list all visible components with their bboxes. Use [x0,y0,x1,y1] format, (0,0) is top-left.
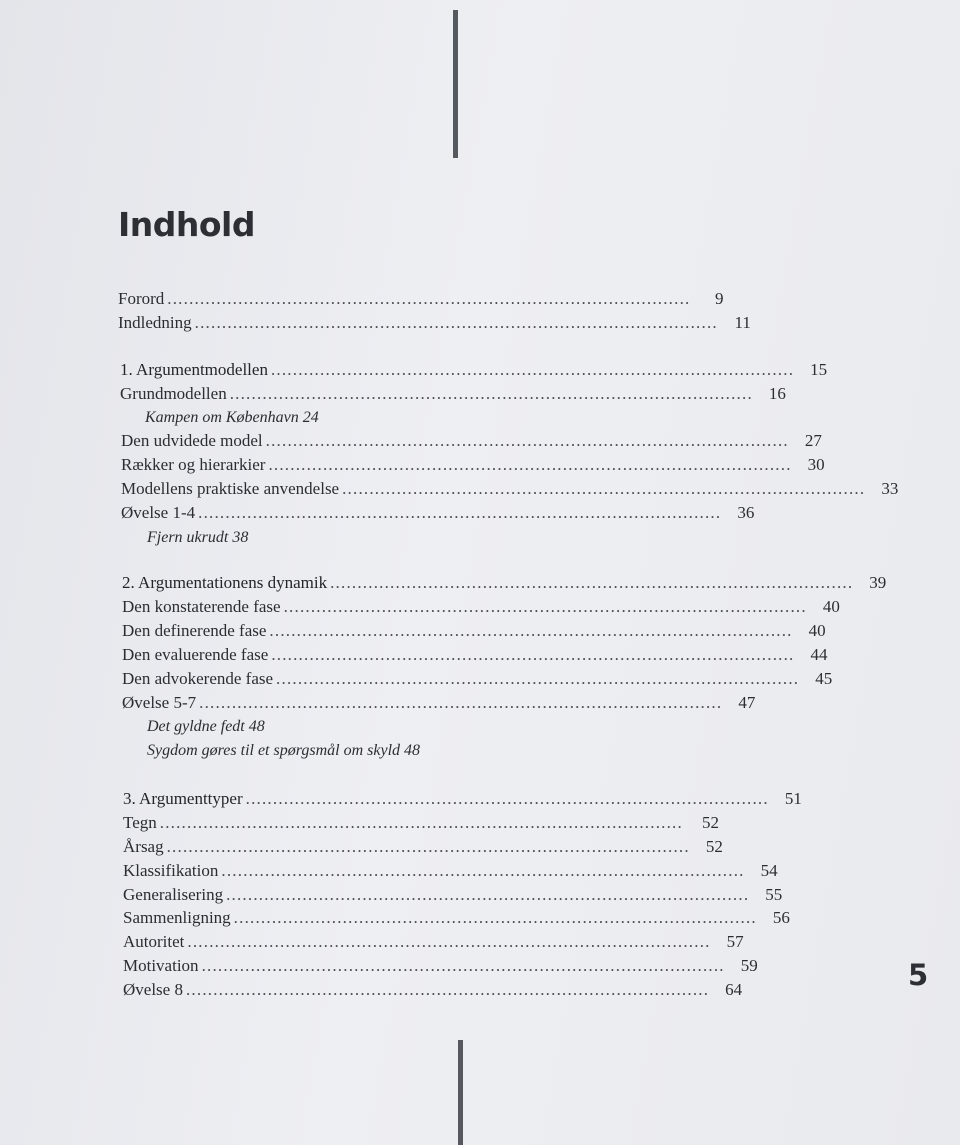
dot-leader: ................................................................................................ [330,573,854,592]
toc-entry[interactable] [122,597,840,617]
dot-leader: ................................................................................................ [167,289,691,308]
toc-entry-page: 16 [768,384,786,403]
toc-entry-page: 45 [815,669,833,688]
toc-subentry[interactable] [145,408,319,428]
toc-subentry-page: 48 [404,742,421,759]
toc-entry-label: Indledning [118,313,192,332]
toc-entry-page: 52 [705,837,723,856]
toc-entry-page: 15 [810,360,828,379]
dot-leader: ................................................................................................ [276,669,800,688]
toc-subentry-title: Sygdom gøres til et spørgsmål om skyld [147,742,401,759]
toc-entry-page: 47 [738,693,756,712]
toc-entry-page: 57 [726,932,744,951]
dot-leader: ................................................................................................ [166,837,690,856]
toc-entry[interactable] [120,384,786,404]
dot-leader: ................................................................................................ [187,932,711,951]
dot-leader: ................................................................................................ [233,908,757,927]
toc-subentry[interactable] [147,717,265,737]
dot-leader: ................................................................................................ [268,455,792,474]
toc-subentry-page: 24 [302,409,319,426]
toc-chapter[interactable] [122,573,887,593]
toc-entry-label: Generalisering [123,885,224,904]
toc-entry-page: 51 [784,789,802,808]
toc-entry-label: Øvelse 5-7 [122,693,197,712]
dot-leader: ................................................................................................ [226,885,750,904]
toc-entry-page: 44 [810,645,828,664]
toc-entry-label: Klassifikation [123,861,219,880]
dot-leader: ................................................................................................ [269,621,793,640]
dot-leader: ................................................................................................ [229,384,753,403]
toc-entry[interactable] [121,479,899,499]
dot-leader: ................................................................................................ [283,597,807,616]
toc-entry[interactable] [123,861,778,881]
toc-subentry-title: Det gyldne fedt [147,718,245,735]
toc-entry-page: 54 [760,861,778,880]
toc-entry-page: 36 [737,503,755,522]
toc-entry-page: 39 [869,573,887,592]
toc-chapter[interactable] [123,789,802,809]
toc-entry-label: 3. Argumenttyper [123,789,243,808]
toc-entry-label: Sammenligning [123,908,231,927]
toc-entry[interactable] [123,932,744,952]
dot-leader: ................................................................................................ [185,980,710,999]
dot-leader: ................................................................................................ [159,813,683,832]
toc-entry-label: Motivation [123,956,199,975]
toc-entry[interactable] [123,813,719,833]
toc-chapter[interactable] [120,360,828,380]
dot-leader: ................................................................................................ [221,861,745,880]
toc-entry-label: Tegn [123,813,157,832]
toc-subentry[interactable] [147,528,248,548]
dot-leader: ................................................................................................ [201,956,725,975]
toc-entry-page: 33 [881,479,899,498]
toc-subentry-page: 38 [232,529,249,546]
toc-entry-page: 59 [740,956,758,975]
toc-entry[interactable] [123,908,790,928]
toc-entry-page: 30 [807,455,825,474]
dot-leader: ................................................................................................ [270,360,795,379]
toc-entry-label: Øvelse 8 [123,980,183,999]
toc-entry[interactable] [121,431,822,451]
dot-leader: ................................................................................................ [265,431,789,450]
toc-entry[interactable] [122,693,756,713]
toc-entry[interactable] [122,669,833,689]
toc-entry-page: 52 [702,813,719,832]
toc-entry[interactable] [122,645,828,665]
toc-entry[interactable] [123,837,723,857]
toc-entry-label: Øvelse 1-4 [121,503,196,522]
toc-entry-page: 40 [808,621,826,640]
dot-leader: ................................................................................................ [194,313,718,332]
toc-entry-page: 40 [822,597,840,616]
toc-entry[interactable] [122,621,826,641]
toc-subentry[interactable] [147,741,420,761]
toc-entry-page: 9 [714,289,724,308]
toc-subentry-page: 48 [248,718,265,735]
toc-entry-label: Autoritet [123,932,185,951]
dot-leader: ................................................................................................ [198,503,722,522]
dot-leader: ................................................................................................ [245,789,769,808]
toc-entry-page: 11 [734,313,751,332]
toc-entry-label: Den evaluerende fase [122,645,269,664]
toc-entry[interactable] [123,980,743,1000]
page-title: Indhold [118,205,255,244]
dot-leader: ................................................................................................ [271,645,795,664]
toc-entry-label: Den advokerende fase [122,669,274,688]
toc-entry-page: 27 [804,431,822,450]
toc-entry[interactable] [123,885,783,905]
toc-subentry-title: Fjern ukrudt [147,529,229,546]
toc-entry[interactable] [118,313,751,333]
toc-entry-label: 1. Argumentmodellen [120,360,268,379]
toc-entry-label: Grundmodellen [120,384,227,403]
page-number: 5 [908,958,929,992]
toc-entry-label: 2. Argumentationens dynamik [122,573,328,592]
toc-entry-label: Årsag [123,837,164,856]
toc-entry[interactable] [118,289,724,309]
toc-entry[interactable] [121,503,755,523]
dot-leader: ................................................................................................ [199,693,723,712]
toc-entry-label: Modellens praktiske anvendelse [121,479,340,498]
toc-subentry-title: Kampen om København [145,409,299,426]
toc-entry-page: 64 [725,980,743,999]
dot-leader: ................................................................................................ [342,479,866,498]
toc-entry-page: 56 [772,908,790,927]
toc-entry-page: 55 [765,885,783,904]
toc-entry-label: Rækker og hierarkier [121,455,266,474]
toc-entry-label: Den udvidede model [121,431,263,450]
toc-entry[interactable] [123,956,758,976]
toc-entry-label: Den definerende fase [122,621,267,640]
toc-entry-label: Den konstaterende fase [122,597,281,616]
toc-entry-label: Forord [118,289,165,308]
toc-entry[interactable] [121,455,825,475]
